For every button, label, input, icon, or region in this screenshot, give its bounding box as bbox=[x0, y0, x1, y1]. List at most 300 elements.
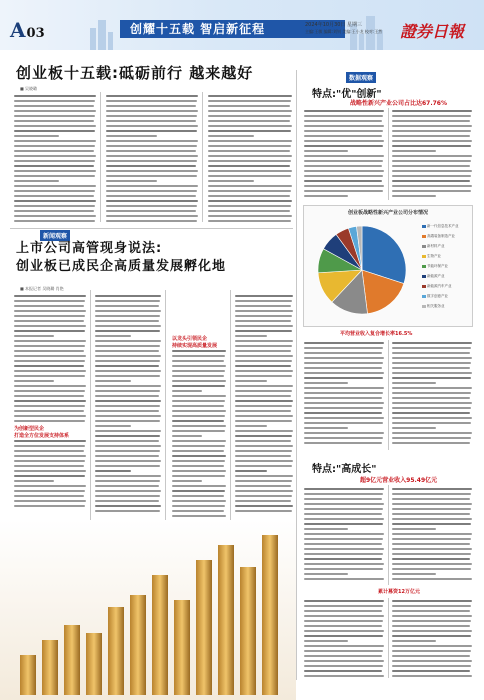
text-line bbox=[172, 505, 225, 507]
text-line bbox=[208, 130, 291, 132]
text-line bbox=[392, 372, 472, 374]
text-line bbox=[208, 215, 292, 217]
text-line bbox=[235, 460, 293, 462]
text-line bbox=[172, 380, 226, 382]
text-line bbox=[304, 675, 384, 677]
text-line bbox=[208, 195, 290, 197]
text-line bbox=[304, 397, 382, 399]
legend-label: 新材料产业 bbox=[427, 244, 445, 248]
text-line bbox=[95, 505, 161, 507]
text-line bbox=[95, 375, 160, 377]
text-line bbox=[14, 315, 85, 317]
text-line bbox=[106, 115, 197, 117]
text-line bbox=[106, 210, 196, 212]
text-line bbox=[304, 140, 384, 142]
text-line bbox=[172, 475, 225, 477]
text-line bbox=[14, 295, 86, 297]
text-line bbox=[14, 470, 86, 472]
text-line bbox=[235, 420, 292, 422]
decorative-bar bbox=[196, 560, 212, 695]
text-line bbox=[304, 437, 383, 439]
text-line bbox=[95, 445, 161, 447]
text-line bbox=[172, 495, 224, 497]
text-line bbox=[95, 420, 160, 422]
text-line bbox=[304, 503, 384, 505]
text-line bbox=[235, 350, 291, 352]
text-line bbox=[304, 347, 383, 349]
text-line bbox=[392, 422, 471, 424]
text-line bbox=[392, 437, 471, 439]
text-line bbox=[392, 650, 471, 652]
text-line bbox=[235, 320, 291, 322]
text-line bbox=[235, 355, 293, 357]
text-line bbox=[392, 407, 471, 409]
text-line bbox=[304, 195, 348, 197]
text-line bbox=[304, 402, 384, 404]
text-line bbox=[172, 410, 226, 412]
text-line bbox=[235, 305, 291, 307]
text-line bbox=[95, 305, 159, 307]
text-line bbox=[304, 615, 384, 617]
text-line bbox=[14, 365, 84, 367]
text-line bbox=[208, 180, 254, 182]
text-line bbox=[392, 493, 471, 495]
decorative-bar bbox=[64, 625, 80, 695]
text-line bbox=[304, 190, 383, 192]
text-line bbox=[95, 425, 131, 427]
text-line bbox=[14, 205, 95, 207]
text-line bbox=[14, 455, 86, 457]
text-line bbox=[172, 360, 224, 362]
text-line bbox=[106, 100, 197, 102]
text-line bbox=[106, 180, 157, 182]
newspaper-logo: 證券日報 bbox=[400, 22, 465, 41]
text-line bbox=[172, 450, 224, 452]
text-line bbox=[95, 460, 161, 462]
text-line bbox=[14, 420, 85, 422]
text-line bbox=[172, 395, 226, 397]
text-line bbox=[172, 390, 202, 392]
text-line bbox=[392, 382, 436, 384]
text-line bbox=[208, 125, 292, 127]
legend-item bbox=[422, 274, 445, 279]
legend-label: 生物产业 bbox=[427, 254, 441, 258]
text-line bbox=[235, 480, 292, 482]
text-line bbox=[95, 355, 161, 357]
legend-item bbox=[422, 244, 445, 249]
text-line bbox=[235, 450, 292, 452]
text-line bbox=[392, 427, 436, 429]
text-line bbox=[95, 390, 160, 392]
text-line bbox=[106, 175, 197, 177]
text-line bbox=[392, 357, 472, 359]
text-line bbox=[208, 205, 291, 207]
text-line bbox=[14, 440, 86, 442]
text-line bbox=[304, 543, 382, 545]
text-line bbox=[235, 345, 292, 347]
text-line bbox=[304, 180, 382, 182]
text-line bbox=[106, 135, 157, 137]
text-line bbox=[235, 405, 292, 407]
text-line bbox=[392, 160, 471, 162]
text-line bbox=[304, 417, 384, 419]
text-line bbox=[208, 145, 291, 147]
text-line bbox=[95, 370, 161, 372]
text-line bbox=[172, 465, 224, 467]
text-line bbox=[392, 442, 470, 444]
text-line bbox=[14, 185, 96, 187]
text-line bbox=[14, 190, 95, 192]
text-line bbox=[95, 490, 161, 492]
text-line bbox=[14, 330, 85, 332]
text-line bbox=[14, 325, 86, 327]
bar-graphic bbox=[0, 520, 296, 700]
text-line bbox=[392, 412, 470, 414]
text-line bbox=[14, 380, 54, 382]
text-line bbox=[235, 490, 293, 492]
decorative-bar bbox=[86, 633, 102, 695]
text-line bbox=[304, 155, 384, 157]
text-line bbox=[95, 415, 161, 417]
text-line bbox=[304, 548, 384, 550]
text-line bbox=[14, 310, 86, 312]
text-line bbox=[392, 518, 472, 520]
text-line bbox=[392, 190, 471, 192]
text-line bbox=[235, 335, 267, 337]
legend-label: 新一代信息技术产业 bbox=[427, 224, 459, 228]
text-line bbox=[304, 150, 348, 152]
text-line bbox=[235, 395, 291, 397]
text-line bbox=[14, 170, 96, 172]
section-title: 创耀十五载 智启新征程 bbox=[130, 22, 266, 36]
text-line bbox=[304, 130, 383, 132]
text-line bbox=[235, 465, 292, 467]
text-line bbox=[14, 355, 86, 357]
text-line bbox=[392, 367, 470, 369]
text-line bbox=[14, 145, 95, 147]
text-line bbox=[172, 350, 226, 352]
text-line bbox=[304, 528, 348, 530]
text-line bbox=[106, 200, 198, 202]
text-line bbox=[95, 385, 161, 387]
text-line bbox=[235, 380, 267, 382]
feature2-title: 特点:"高成长" bbox=[312, 464, 377, 475]
text-line bbox=[95, 435, 160, 437]
text-line bbox=[106, 140, 198, 142]
text-line bbox=[392, 660, 472, 662]
text-line bbox=[95, 395, 159, 397]
text-line bbox=[95, 470, 131, 472]
text-line bbox=[304, 493, 383, 495]
text-line bbox=[95, 350, 159, 352]
decorative-bar bbox=[42, 640, 58, 695]
text-line bbox=[235, 360, 292, 362]
text-line bbox=[14, 495, 84, 497]
second-headline: 上市公司高管现身说法: 创业板已成民企高质量发展孵化地 bbox=[16, 241, 227, 274]
text-line bbox=[392, 600, 472, 602]
feature1-subtitle: 战略性新兴产业公司占比达67.76% bbox=[350, 100, 447, 107]
text-line bbox=[392, 165, 470, 167]
text-line bbox=[304, 498, 382, 500]
text-line bbox=[304, 352, 382, 354]
text-line bbox=[172, 460, 225, 462]
text-line bbox=[392, 135, 470, 137]
text-line bbox=[14, 460, 85, 462]
text-line bbox=[172, 455, 226, 457]
text-line bbox=[14, 350, 84, 352]
text-line bbox=[235, 330, 292, 332]
text-line bbox=[14, 220, 95, 222]
legend-swatch bbox=[422, 295, 426, 298]
text-line bbox=[172, 435, 202, 437]
text-line bbox=[106, 110, 198, 112]
legend-label: 相关服务业 bbox=[427, 304, 445, 308]
text-line bbox=[14, 195, 94, 197]
decorative-bar bbox=[218, 545, 234, 695]
text-line bbox=[235, 375, 292, 377]
text-line bbox=[304, 175, 383, 177]
subheading-2: 以龙头引领民企 持续实现高质量发展 bbox=[172, 336, 218, 349]
text-line bbox=[304, 120, 382, 122]
text-line bbox=[208, 115, 291, 117]
text-line bbox=[14, 405, 85, 407]
text-line bbox=[304, 645, 384, 647]
text-line bbox=[106, 165, 196, 167]
text-line bbox=[14, 375, 85, 377]
text-line bbox=[208, 155, 292, 157]
text-line bbox=[95, 310, 161, 312]
text-line bbox=[95, 405, 160, 407]
text-line bbox=[172, 490, 225, 492]
text-line bbox=[235, 415, 293, 417]
text-line bbox=[304, 427, 348, 429]
text-line bbox=[304, 640, 348, 642]
text-line bbox=[208, 150, 290, 152]
text-line bbox=[14, 475, 85, 477]
text-line bbox=[95, 430, 161, 432]
page-number: A03 bbox=[10, 18, 45, 42]
text-line bbox=[95, 500, 159, 502]
text-line bbox=[235, 510, 292, 512]
text-line bbox=[208, 190, 291, 192]
text-line bbox=[208, 175, 291, 177]
text-line bbox=[14, 165, 94, 167]
text-line bbox=[106, 190, 197, 192]
text-line bbox=[14, 390, 85, 392]
legend-label: 新能源汽车产业 bbox=[427, 284, 452, 288]
text-line bbox=[106, 185, 198, 187]
text-line bbox=[392, 563, 472, 565]
text-line bbox=[208, 210, 290, 212]
text-line bbox=[95, 475, 161, 477]
text-line bbox=[14, 445, 85, 447]
text-line bbox=[208, 100, 291, 102]
text-line bbox=[172, 430, 225, 432]
text-line bbox=[392, 543, 470, 545]
text-line bbox=[14, 400, 86, 402]
text-line bbox=[208, 160, 291, 162]
text-line bbox=[392, 568, 471, 570]
text-line bbox=[304, 170, 384, 172]
caption-fundraising: 累计募资12万亿元 bbox=[378, 589, 420, 595]
text-line bbox=[208, 95, 292, 97]
text-line bbox=[392, 387, 472, 389]
legend-label: 高端装备制造产业 bbox=[427, 234, 455, 238]
text-line bbox=[172, 485, 226, 487]
text-line bbox=[304, 660, 384, 662]
main-headline: 创业板十五载:砥砺前行 越来越好 bbox=[16, 64, 254, 82]
text-line bbox=[392, 115, 471, 117]
text-line bbox=[304, 412, 382, 414]
text-line bbox=[392, 578, 472, 580]
text-line bbox=[208, 200, 292, 202]
text-line bbox=[392, 635, 471, 637]
text-line bbox=[304, 135, 382, 137]
text-line bbox=[304, 620, 383, 622]
text-line bbox=[95, 300, 160, 302]
section-tag-news: 新闻观察 bbox=[40, 230, 70, 241]
text-line bbox=[95, 340, 161, 342]
text-line bbox=[106, 160, 197, 162]
text-line bbox=[106, 145, 197, 147]
text-line bbox=[235, 325, 293, 327]
text-line bbox=[304, 573, 348, 575]
text-line bbox=[14, 210, 94, 212]
text-line bbox=[392, 548, 472, 550]
text-line bbox=[392, 488, 472, 490]
text-line bbox=[14, 505, 85, 507]
text-line bbox=[304, 538, 383, 540]
feature1-title: 特点:"优"创新" bbox=[312, 89, 382, 100]
text-line bbox=[304, 670, 382, 672]
text-line bbox=[392, 538, 471, 540]
text-line bbox=[172, 445, 225, 447]
text-line bbox=[14, 335, 54, 337]
text-line bbox=[172, 425, 226, 427]
text-line bbox=[392, 402, 472, 404]
text-line bbox=[392, 377, 471, 379]
text-line bbox=[14, 345, 85, 347]
text-line bbox=[392, 533, 472, 535]
text-line bbox=[304, 145, 383, 147]
text-line bbox=[392, 630, 472, 632]
text-line bbox=[304, 125, 384, 127]
text-line bbox=[14, 180, 59, 182]
text-line bbox=[14, 120, 94, 122]
text-line bbox=[304, 578, 384, 580]
text-line bbox=[95, 485, 159, 487]
section-tag-data: 数据观察 bbox=[346, 72, 376, 83]
text-line bbox=[392, 513, 470, 515]
text-line bbox=[235, 430, 293, 432]
text-line bbox=[235, 340, 293, 342]
text-line bbox=[235, 295, 293, 297]
text-line bbox=[14, 150, 94, 152]
text-line bbox=[304, 553, 383, 555]
pie-chart bbox=[310, 218, 420, 324]
date-line: 2024年10月30日 星期三 主编:王敏 编辑:刘钊 美编:王小龙 校对:王然 bbox=[305, 22, 383, 35]
text-line bbox=[235, 435, 292, 437]
text-line bbox=[304, 488, 384, 490]
text-line bbox=[392, 665, 471, 667]
legend-item bbox=[422, 224, 459, 229]
text-line bbox=[172, 365, 226, 367]
text-line bbox=[95, 335, 131, 337]
chart-title: 创业板战略性新兴产业公司分布情况 bbox=[347, 210, 428, 216]
text-line bbox=[14, 175, 95, 177]
text-line bbox=[208, 170, 292, 172]
text-line bbox=[95, 510, 160, 512]
text-line bbox=[106, 95, 198, 97]
text-line bbox=[392, 175, 471, 177]
text-line bbox=[172, 400, 225, 402]
text-line bbox=[14, 125, 96, 127]
text-line bbox=[392, 610, 470, 612]
text-line bbox=[95, 410, 159, 412]
decorative-bar bbox=[130, 595, 146, 695]
text-line bbox=[235, 445, 293, 447]
legend-item bbox=[422, 254, 441, 259]
text-line bbox=[304, 558, 382, 560]
text-line bbox=[172, 510, 224, 512]
text-line bbox=[14, 360, 85, 362]
text-line bbox=[235, 440, 291, 442]
text-line bbox=[14, 370, 86, 372]
text-line bbox=[235, 475, 293, 477]
text-line bbox=[392, 655, 470, 657]
text-line bbox=[392, 130, 471, 132]
text-line bbox=[392, 392, 471, 394]
text-line bbox=[392, 558, 470, 560]
text-line bbox=[14, 485, 86, 487]
text-line bbox=[14, 95, 96, 97]
text-line bbox=[235, 315, 292, 317]
text-line bbox=[392, 125, 472, 127]
legend-label: 节能环保产业 bbox=[427, 264, 448, 268]
legend-swatch bbox=[422, 255, 426, 258]
text-line bbox=[14, 155, 96, 157]
legend-label: 数字创意产业 bbox=[427, 294, 448, 298]
text-line bbox=[106, 130, 197, 132]
text-line bbox=[208, 220, 291, 222]
text-line bbox=[392, 508, 471, 510]
text-line bbox=[106, 125, 198, 127]
text-line bbox=[106, 220, 197, 222]
text-line bbox=[235, 365, 291, 367]
text-line bbox=[95, 345, 160, 347]
text-line bbox=[172, 470, 226, 472]
text-line bbox=[392, 670, 470, 672]
text-line bbox=[95, 295, 161, 297]
text-line bbox=[172, 415, 225, 417]
text-line bbox=[392, 362, 471, 364]
text-line bbox=[304, 513, 382, 515]
text-line bbox=[14, 140, 96, 142]
text-line bbox=[392, 140, 472, 142]
text-line bbox=[95, 380, 131, 382]
text-line bbox=[14, 135, 59, 137]
text-line bbox=[172, 515, 226, 517]
text-line bbox=[304, 422, 383, 424]
text-line bbox=[392, 170, 472, 172]
text-line bbox=[304, 362, 383, 364]
text-line bbox=[304, 563, 384, 565]
text-line bbox=[304, 377, 383, 379]
text-line bbox=[106, 195, 196, 197]
text-line bbox=[14, 115, 95, 117]
text-line bbox=[392, 347, 471, 349]
text-line bbox=[304, 625, 382, 627]
